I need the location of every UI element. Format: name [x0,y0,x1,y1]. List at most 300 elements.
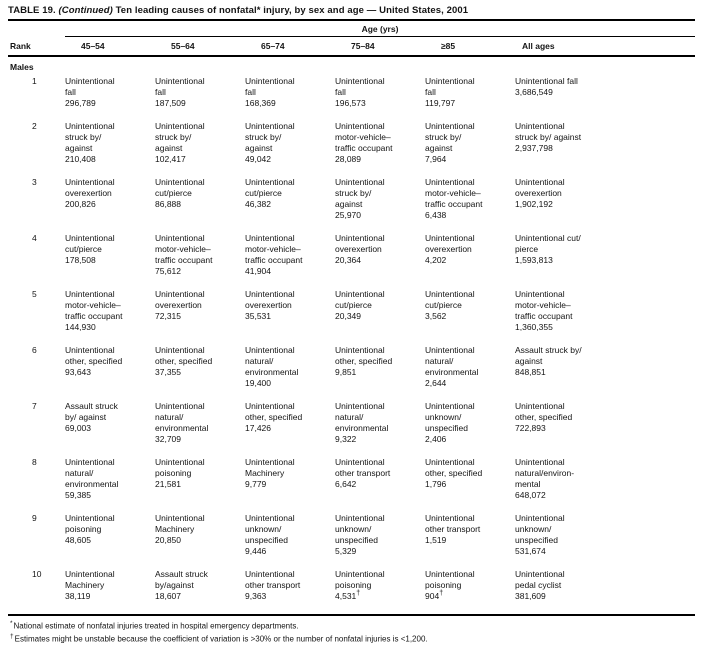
cell-line: Unintentional [245,513,295,523]
table-cell [245,401,335,445]
cell-line: Unintentional [425,569,475,579]
table-body [8,76,695,602]
table-cell [515,457,695,501]
cell-line: unknown/ [245,524,282,534]
table-cell [425,76,515,109]
cell-line: Unintentional [155,121,205,131]
cell-line: Assault struck [65,401,118,411]
cell-line: unspecified [335,535,379,545]
rank-cell: 10 [32,569,42,579]
table-cell [335,401,425,445]
cell-line: Unintentional [425,401,475,411]
cell-line: Unintentional cut/ [515,233,581,243]
cell-line: 210,408 [65,154,96,164]
table-cell [65,289,155,333]
cell-line: 848,851 [515,367,546,377]
cell-line: Machinery [245,468,285,478]
table-row [8,513,695,557]
cell-line: Unintentional [65,345,115,355]
table-cell [425,457,515,501]
cell-line: Unintentional [335,289,385,299]
cell-line: cut/pierce [335,300,372,310]
table-cell [245,76,335,109]
cell-line: unspecified [515,535,559,545]
cell-line: 2,406 [425,434,447,444]
cell-line: overexertion [245,300,292,310]
cell-line: environmental [155,423,209,433]
cell-line: by/ against [65,412,107,422]
table-cell [245,233,335,277]
age-column-header: ≥85 [441,41,456,51]
cell-line: 1,902,192 [515,199,553,209]
rank-cell: 8 [32,457,37,467]
cell-line: 7,964 [425,154,447,164]
table-cell [155,233,245,277]
table-cell [65,569,155,602]
rank-cell: 9 [32,513,37,523]
table-cell [245,177,335,221]
cell-line: Unintentional [335,121,385,131]
rank-cell: 3 [32,177,37,187]
rank-cell: 7 [32,401,37,411]
cell-line: 59,385 [65,490,91,500]
table-cell [65,76,155,109]
cell-line: Unintentional [335,457,385,467]
cell-line: 1,360,355 [515,322,553,332]
cell-line: Unintentional [65,76,115,86]
cell-line: 9,322 [335,434,357,444]
cell-line: unspecified [425,423,469,433]
cell-line: 48,605 [65,535,91,545]
cell-line: 46,382 [245,199,271,209]
cell-line: other, specified [335,356,393,366]
cell-line: environmental [335,423,389,433]
cell-line: 37,355 [155,367,181,377]
cell-line: struck by/ [335,188,372,198]
cell-line: Unintentional [245,569,295,579]
cell-line: natural/ [65,468,94,478]
table-cell [335,121,425,165]
cell-line: Unintentional [65,457,115,467]
cell-line: 32,709 [155,434,181,444]
table-cell [155,177,245,221]
cell-line: Unintentional [515,401,565,411]
cell-line: 1,796 [425,479,447,489]
cell-line: against [515,356,543,366]
cell-line: 69,003 [65,423,91,433]
cell-line: Unintentional [335,233,385,243]
cell-line: overexertion [425,244,472,254]
cell-line: Assault struck by/ [515,345,582,355]
cell-line: 28,089 [335,154,361,164]
cell-line: environmental [245,367,299,377]
cell-line: Unintentional [425,233,475,243]
cell-line: traffic occupant [515,311,573,321]
cell-line: natural/ [245,356,274,366]
table-cell [425,569,515,602]
table-cell [155,569,245,602]
cell-line: natural/ [425,356,454,366]
cell-line: poisoning [155,468,192,478]
cell-line: 3,686,549 [515,87,553,97]
table-row [8,121,695,165]
cell-line: Unintentional [245,457,295,467]
cell-line: other, specified [245,412,303,422]
table-cell [425,177,515,221]
cell-line: Unintentional [425,513,475,523]
table-cell [515,513,695,557]
table-cell [515,569,695,602]
table-row [8,457,695,501]
table-cell [515,345,695,389]
cell-line: 6,438 [425,210,447,220]
cell-line: Unintentional [155,233,205,243]
cell-line: 19,400 [245,378,271,388]
table-title [8,5,695,21]
cell-line: traffic occupant [425,199,483,209]
cell-line: struck by/ [245,132,282,142]
cell-line: overexertion [335,244,382,254]
cell-line: 296,789 [65,98,96,108]
table-cell [335,513,425,557]
cell-line: Unintentional [65,289,115,299]
cell-line: 17,426 [245,423,271,433]
cell-line: overexertion [155,300,202,310]
dagger-footnote-marker: † [439,590,444,598]
age-column-header: 45–54 [81,41,105,51]
cell-line: Unintentional [515,177,565,187]
table-cell [335,457,425,501]
footnote-marker: † [10,633,14,641]
cell-line: other transport [335,468,391,478]
cell-line: Unintentional [65,513,115,523]
cell-line: against [65,143,93,153]
table-row [8,345,695,389]
cell-line: traffic occupant [245,255,303,265]
cell-line: natural/ [335,412,364,422]
cell-line: unknown/ [335,524,372,534]
cell-line: motor-vehicle– [155,244,211,254]
cell-line: 904† [425,590,444,601]
cell-line: Unintentional [65,121,115,131]
cell-line: 531,674 [515,546,546,556]
cell-line: struck by/ [65,132,102,142]
cell-line: Unintentional [515,513,565,523]
table-row [8,76,695,109]
cell-line: Unintentional [65,233,115,243]
cell-line: Unintentional [245,177,295,187]
footnotes [8,616,695,645]
cell-line: Unintentional [155,177,205,187]
table-cell [155,457,245,501]
cell-line: 86,888 [155,199,181,209]
cell-line: Machinery [65,580,105,590]
table-cell [335,177,425,221]
table-cell [245,513,335,557]
cell-line: Unintentional [425,76,475,86]
cell-line: natural/environ- [515,468,575,478]
cell-line: 2,644 [425,378,447,388]
age-span-spacer [8,21,65,37]
cell-line: mental [515,479,541,489]
cell-line: unspecified [245,535,289,545]
rank-cell: 6 [32,345,37,355]
table-cell [335,569,425,602]
table-title-label: TABLE 19. [8,5,56,16]
cell-line: environmental [425,367,479,377]
footnote-marker: * [10,620,13,627]
cell-line: 2,937,798 [515,143,553,153]
cell-line: Unintentional [245,401,295,411]
cell-line: Unintentional [335,401,385,411]
age-span-row [8,21,695,37]
cell-line: cut/pierce [65,244,102,254]
table-cell [65,345,155,389]
table-cell [155,345,245,389]
cell-line: other transport [425,524,481,534]
table-cell [245,289,335,333]
cell-line: other transport [245,580,301,590]
cell-line: motor-vehicle– [335,132,391,142]
cell-line: 6,642 [335,479,357,489]
cell-line: other, specified [65,356,123,366]
table-cell [155,289,245,333]
table-cell [515,233,695,277]
table-cell [425,233,515,277]
table-row [8,233,695,277]
cell-line: 648,072 [515,490,546,500]
rank-cell: 5 [32,289,37,299]
cell-line: 3,562 [425,311,447,321]
cell-line: 381,609 [515,591,546,601]
cell-line: against [335,199,363,209]
cell-line: by/against [155,580,194,590]
table-cell [425,121,515,165]
table-cell [425,289,515,333]
cell-line: poisoning [425,580,462,590]
table-cell [155,513,245,557]
cell-line: Unintentional [65,569,115,579]
cell-line: 200,826 [65,199,96,209]
cell-line: unknown/ [425,412,462,422]
footnote: †Estimates might be unstable because the coefficient of variation is >30% or the number of nonfatal injuries is <1,200. [10,633,428,644]
cell-line: Unintentional [335,569,385,579]
cell-line: Unintentional [245,233,295,243]
age-column-header: 75–84 [351,41,375,51]
cell-line: fall [425,87,436,97]
cell-line: other, specified [155,356,213,366]
cell-line: Unintentional [425,121,475,131]
table-row [8,401,695,445]
cell-line: Unintentional [425,177,475,187]
cell-line: 102,417 [155,154,186,164]
cell-line: 187,509 [155,98,186,108]
age-column-header: All ages [522,41,555,51]
table-cell [425,401,515,445]
section-label-males: Males [10,62,34,72]
cell-line: cut/pierce [245,188,282,198]
cell-line: Unintentional [425,289,475,299]
table-cell [425,345,515,389]
cell-line: against [425,143,453,153]
cell-line: struck by/ against [515,132,582,142]
cell-line: Unintentional [425,457,475,467]
table-cell [335,289,425,333]
cell-line: poisoning [335,580,372,590]
table-cell [515,121,695,165]
age-group-header: Age (yrs) [65,21,695,37]
table-cell [65,121,155,165]
cell-line: Unintentional [155,76,205,86]
cell-line: natural/ [155,412,184,422]
rank-cell: 1 [32,76,37,86]
dagger-footnote-marker: † [356,590,361,598]
cell-line: fall [335,87,346,97]
table-cell [335,345,425,389]
cell-line: Unintentional [245,121,295,131]
cell-line: Unintentional [335,76,385,86]
table-cell [515,401,695,445]
footnote: *National estimate of nonfatal injuries treated in hospital emergency departments. [10,620,299,631]
cell-line: unknown/ [515,524,552,534]
cell-line: motor-vehicle– [245,244,301,254]
cell-line: fall [245,87,256,97]
cell-line: fall [155,87,166,97]
cell-line: Unintentional [155,457,205,467]
cell-line: 1,593,813 [515,255,553,265]
table-cell [65,513,155,557]
cell-line: motor-vehicle– [65,300,121,310]
table-cell [515,177,695,221]
cell-line: Unintentional [65,177,115,187]
cell-line: struck by/ [425,132,462,142]
cell-line: Machinery [155,524,195,534]
column-headers [8,37,695,57]
cell-line: Unintentional [155,289,205,299]
table-title-continued: (Continued) [58,5,113,16]
cell-line: Unintentional [335,513,385,523]
cell-line: 25,970 [335,210,361,220]
rank-column-header: Rank [10,41,31,51]
cell-line: 5,329 [335,546,357,556]
cell-line: 41,904 [245,266,271,276]
cell-line: traffic occupant [65,311,123,321]
cell-line: 38,119 [65,591,91,601]
age-column-header: 65–74 [261,41,285,51]
cell-line: overexertion [65,188,112,198]
cell-line: motor-vehicle– [425,188,481,198]
cell-line: Assault struck [155,569,208,579]
cell-line: 75,612 [155,266,181,276]
cell-line: Unintentional [515,569,565,579]
cell-line: environmental [65,479,119,489]
rank-cell: 2 [32,121,37,131]
cell-line: 9,446 [245,546,267,556]
table-cell [245,121,335,165]
table-cell [65,457,155,501]
cell-line: 144,930 [65,322,96,332]
table-cell [335,233,425,277]
cell-line: against [155,143,183,153]
table-cell [335,76,425,109]
cell-line: against [245,143,273,153]
cell-line: 35,531 [245,311,271,321]
cell-line: Unintentional [245,76,295,86]
cell-line: struck by/ [155,132,192,142]
cell-line: 196,573 [335,98,366,108]
cell-line: 21,581 [155,479,181,489]
cell-line: Unintentional [515,121,565,131]
cell-line: 18,607 [155,591,181,601]
age-column-header: 55–64 [171,41,195,51]
cell-line: 9,779 [245,479,267,489]
cell-line: Unintentional fall [515,76,578,86]
cell-line: 9,851 [335,367,357,377]
table-cell [245,345,335,389]
cell-line: 4,531† [335,590,361,601]
table-row [8,569,695,602]
cell-line: other, specified [425,468,483,478]
cell-line: fall [65,87,76,97]
cell-line: Unintentional [155,513,205,523]
cell-line: 20,364 [335,255,361,265]
cell-line: Unintentional [515,457,565,467]
cell-line: 93,643 [65,367,91,377]
table-cell [65,177,155,221]
cell-line: Unintentional [245,289,295,299]
cell-line: 4,202 [425,255,447,265]
cell-line: 49,042 [245,154,271,164]
cell-line: 72,315 [155,311,181,321]
cell-line: overexertion [515,188,562,198]
table-cell [65,233,155,277]
cell-line: 1,519 [425,535,447,545]
table-cell [155,121,245,165]
cell-line: motor-vehicle– [515,300,571,310]
table-cell [515,289,695,333]
cell-line: Unintentional [335,177,385,187]
cell-line: 722,893 [515,423,546,433]
table-cell [155,401,245,445]
cell-line: traffic occupant [155,255,213,265]
cell-line: Unintentional [245,345,295,355]
cell-line: 119,797 [425,98,456,108]
table-cell [155,76,245,109]
table-title-text: Ten leading causes of nonfatal* injury, by sex and age — United States, 2001 [115,5,469,16]
cell-line: cut/pierce [155,188,192,198]
table-cell [515,76,695,109]
table-cell [65,401,155,445]
table-cell [245,569,335,602]
table-cell [245,457,335,501]
cell-line: 9,363 [245,591,267,601]
cell-line: other, specified [515,412,573,422]
table-row [8,289,695,333]
cell-line: Unintentional [155,401,205,411]
cell-line: Unintentional [335,345,385,355]
cell-line: poisoning [65,524,102,534]
cell-line: Unintentional [425,345,475,355]
cell-line: Unintentional [515,289,565,299]
cell-line: Unintentional [155,345,205,355]
cell-line: 20,850 [155,535,181,545]
table-row [8,177,695,221]
table-cell [425,513,515,557]
cell-line: traffic occupant [335,143,393,153]
cell-line: cut/pierce [425,300,462,310]
cell-line: 178,508 [65,255,96,265]
cell-line: 168,369 [245,98,276,108]
